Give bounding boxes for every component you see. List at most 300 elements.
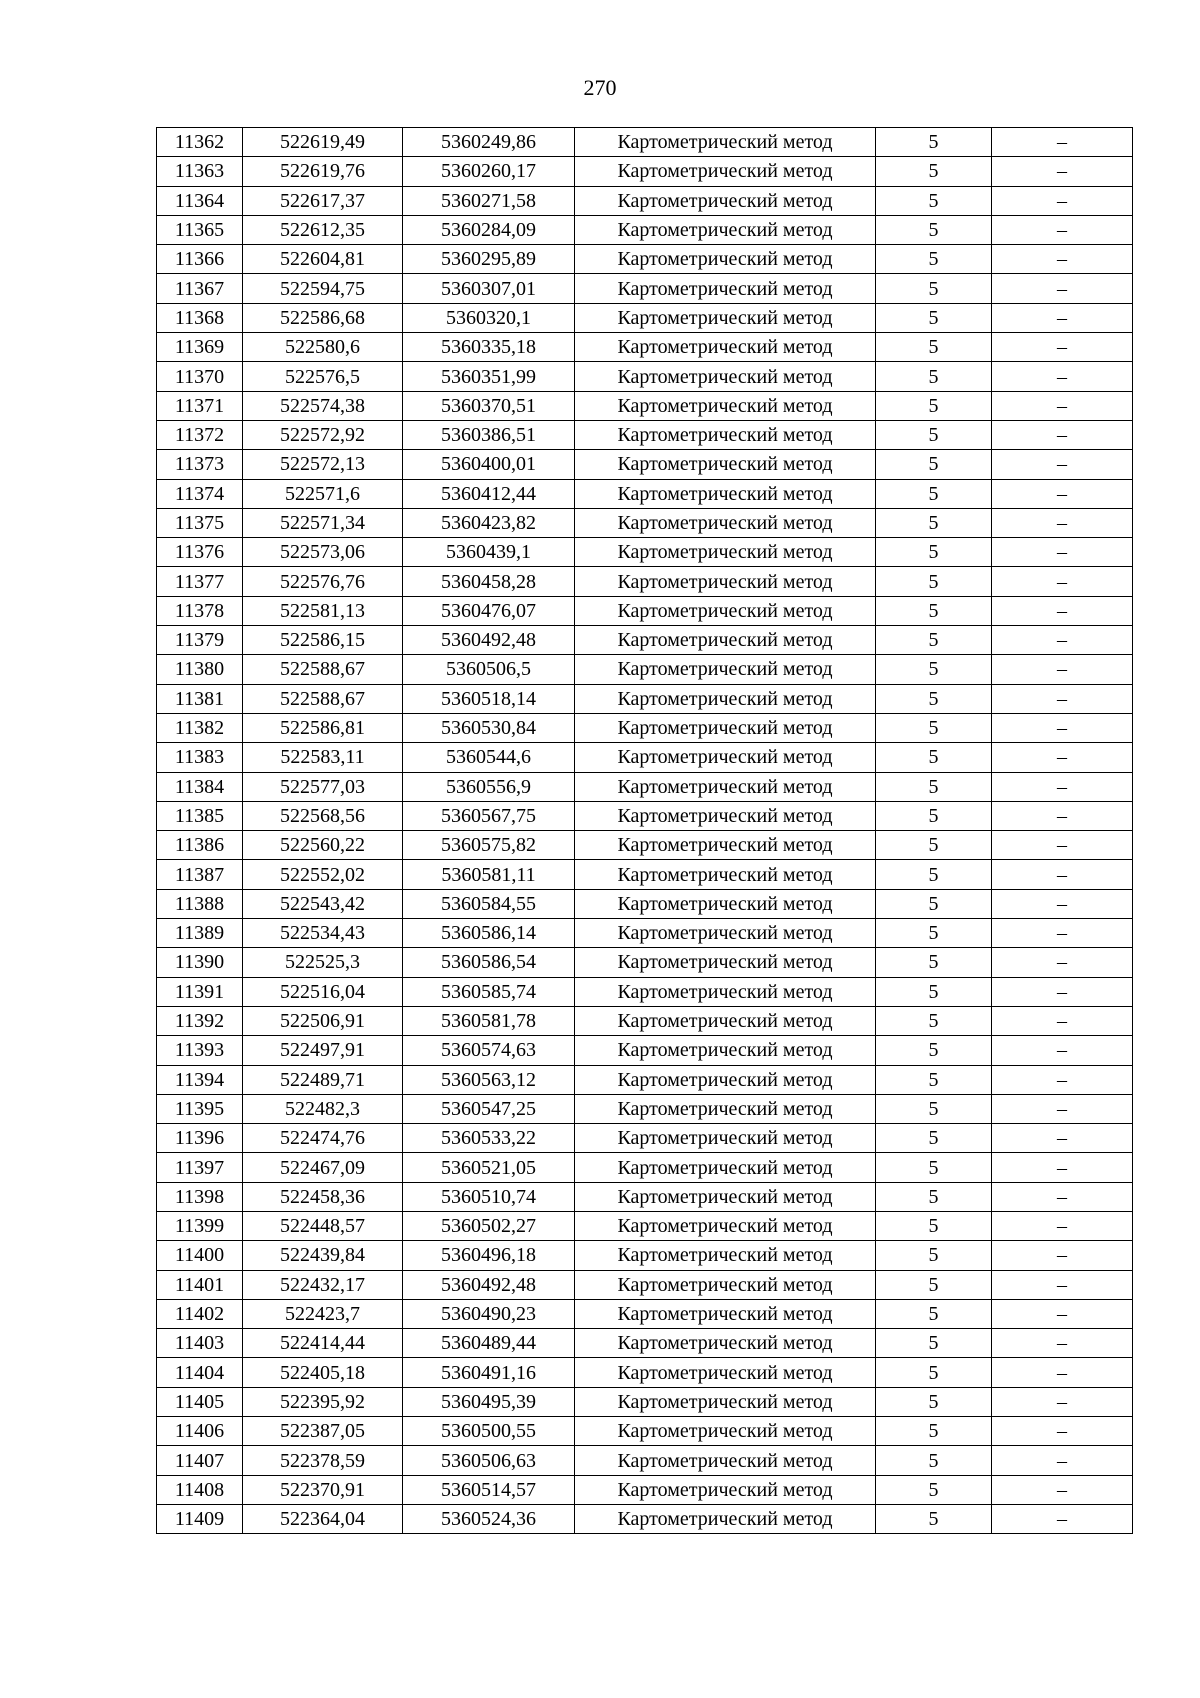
table-row bbox=[157, 860, 1133, 889]
y-coordinate-cell: 5360586,54 bbox=[403, 948, 575, 977]
method-cell: Картометрический метод bbox=[575, 362, 876, 391]
x-coordinate-cell: 522580,6 bbox=[243, 333, 403, 362]
description-cell: – bbox=[992, 538, 1133, 567]
table-row bbox=[157, 977, 1133, 1006]
description-cell: – bbox=[992, 626, 1133, 655]
point-number-cell: 11363 bbox=[157, 157, 243, 186]
point-number-cell: 11386 bbox=[157, 831, 243, 860]
method-cell: Картометрический метод bbox=[575, 1446, 876, 1475]
method-cell: Картометрический метод bbox=[575, 128, 876, 157]
point-number-cell: 11366 bbox=[157, 245, 243, 274]
x-coordinate-cell: 522571,34 bbox=[243, 508, 403, 537]
x-coordinate-cell: 522572,13 bbox=[243, 450, 403, 479]
y-coordinate-cell: 5360284,09 bbox=[403, 215, 575, 244]
method-cell: Картометрический метод bbox=[575, 303, 876, 332]
accuracy-cell: 5 bbox=[876, 538, 992, 567]
table-row bbox=[157, 215, 1133, 244]
y-coordinate-cell: 5360500,55 bbox=[403, 1417, 575, 1446]
x-coordinate-cell: 522576,5 bbox=[243, 362, 403, 391]
x-coordinate-cell: 522525,3 bbox=[243, 948, 403, 977]
method-cell: Картометрический метод bbox=[575, 596, 876, 625]
table-row bbox=[157, 1182, 1133, 1211]
point-number-cell: 11389 bbox=[157, 919, 243, 948]
description-cell: – bbox=[992, 1475, 1133, 1504]
table-row bbox=[157, 772, 1133, 801]
point-number-cell: 11406 bbox=[157, 1417, 243, 1446]
point-number-cell: 11371 bbox=[157, 391, 243, 420]
accuracy-cell: 5 bbox=[876, 567, 992, 596]
description-cell: – bbox=[992, 333, 1133, 362]
description-cell: – bbox=[992, 420, 1133, 449]
point-number-cell: 11367 bbox=[157, 274, 243, 303]
x-coordinate-cell: 522577,03 bbox=[243, 772, 403, 801]
y-coordinate-cell: 5360489,44 bbox=[403, 1329, 575, 1358]
accuracy-cell: 5 bbox=[876, 1094, 992, 1123]
accuracy-cell: 5 bbox=[876, 1329, 992, 1358]
x-coordinate-cell: 522489,71 bbox=[243, 1065, 403, 1094]
x-coordinate-cell: 522588,67 bbox=[243, 655, 403, 684]
description-cell: – bbox=[992, 1446, 1133, 1475]
x-coordinate-cell: 522571,6 bbox=[243, 479, 403, 508]
accuracy-cell: 5 bbox=[876, 333, 992, 362]
accuracy-cell: 5 bbox=[876, 1065, 992, 1094]
y-coordinate-cell: 5360544,6 bbox=[403, 743, 575, 772]
table-row bbox=[157, 245, 1133, 274]
table-row bbox=[157, 743, 1133, 772]
point-number-cell: 11375 bbox=[157, 508, 243, 537]
accuracy-cell: 5 bbox=[876, 713, 992, 742]
accuracy-cell: 5 bbox=[876, 215, 992, 244]
method-cell: Картометрический метод bbox=[575, 860, 876, 889]
x-coordinate-cell: 522370,91 bbox=[243, 1475, 403, 1504]
method-cell: Картометрический метод bbox=[575, 333, 876, 362]
x-coordinate-cell: 522594,75 bbox=[243, 274, 403, 303]
y-coordinate-cell: 5360533,22 bbox=[403, 1124, 575, 1153]
accuracy-cell: 5 bbox=[876, 274, 992, 303]
y-coordinate-cell: 5360249,86 bbox=[403, 128, 575, 157]
accuracy-cell: 5 bbox=[876, 1475, 992, 1504]
x-coordinate-cell: 522572,92 bbox=[243, 420, 403, 449]
accuracy-cell: 5 bbox=[876, 1006, 992, 1035]
accuracy-cell: 5 bbox=[876, 655, 992, 684]
description-cell: – bbox=[992, 1124, 1133, 1153]
table-row bbox=[157, 889, 1133, 918]
accuracy-cell: 5 bbox=[876, 948, 992, 977]
method-cell: Картометрический метод bbox=[575, 1153, 876, 1182]
table-row bbox=[157, 948, 1133, 977]
point-number-cell: 11380 bbox=[157, 655, 243, 684]
y-coordinate-cell: 5360547,25 bbox=[403, 1094, 575, 1123]
point-number-cell: 11393 bbox=[157, 1036, 243, 1065]
table-row bbox=[157, 1446, 1133, 1475]
y-coordinate-cell: 5360492,48 bbox=[403, 1270, 575, 1299]
y-coordinate-cell: 5360351,99 bbox=[403, 362, 575, 391]
accuracy-cell: 5 bbox=[876, 1358, 992, 1387]
method-cell: Картометрический метод bbox=[575, 684, 876, 713]
accuracy-cell: 5 bbox=[876, 362, 992, 391]
x-coordinate-cell: 522581,13 bbox=[243, 596, 403, 625]
x-coordinate-cell: 522482,3 bbox=[243, 1094, 403, 1123]
accuracy-cell: 5 bbox=[876, 1211, 992, 1240]
description-cell: – bbox=[992, 1270, 1133, 1299]
method-cell: Картометрический метод bbox=[575, 508, 876, 537]
y-coordinate-cell: 5360563,12 bbox=[403, 1065, 575, 1094]
accuracy-cell: 5 bbox=[876, 1036, 992, 1065]
point-number-cell: 11362 bbox=[157, 128, 243, 157]
method-cell: Картометрический метод bbox=[575, 1358, 876, 1387]
point-number-cell: 11390 bbox=[157, 948, 243, 977]
x-coordinate-cell: 522552,02 bbox=[243, 860, 403, 889]
point-number-cell: 11382 bbox=[157, 713, 243, 742]
x-coordinate-cell: 522573,06 bbox=[243, 538, 403, 567]
method-cell: Картометрический метод bbox=[575, 713, 876, 742]
description-cell: – bbox=[992, 1358, 1133, 1387]
accuracy-cell: 5 bbox=[876, 1446, 992, 1475]
method-cell: Картометрический метод bbox=[575, 948, 876, 977]
point-number-cell: 11385 bbox=[157, 801, 243, 830]
table-row bbox=[157, 186, 1133, 215]
point-number-cell: 11379 bbox=[157, 626, 243, 655]
y-coordinate-cell: 5360524,36 bbox=[403, 1504, 575, 1533]
description-cell: – bbox=[992, 860, 1133, 889]
method-cell: Картометрический метод bbox=[575, 1124, 876, 1153]
method-cell: Картометрический метод bbox=[575, 1329, 876, 1358]
method-cell: Картометрический метод bbox=[575, 420, 876, 449]
x-coordinate-cell: 522543,42 bbox=[243, 889, 403, 918]
method-cell: Картометрический метод bbox=[575, 1182, 876, 1211]
y-coordinate-cell: 5360585,74 bbox=[403, 977, 575, 1006]
description-cell: – bbox=[992, 303, 1133, 332]
description-cell: – bbox=[992, 1065, 1133, 1094]
method-cell: Картометрический метод bbox=[575, 1475, 876, 1504]
table-row bbox=[157, 1006, 1133, 1035]
x-coordinate-cell: 522364,04 bbox=[243, 1504, 403, 1533]
y-coordinate-cell: 5360521,05 bbox=[403, 1153, 575, 1182]
description-cell: – bbox=[992, 1387, 1133, 1416]
accuracy-cell: 5 bbox=[876, 450, 992, 479]
table-row bbox=[157, 538, 1133, 567]
point-number-cell: 11383 bbox=[157, 743, 243, 772]
y-coordinate-cell: 5360491,16 bbox=[403, 1358, 575, 1387]
x-coordinate-cell: 522448,57 bbox=[243, 1211, 403, 1240]
method-cell: Картометрический метод bbox=[575, 186, 876, 215]
accuracy-cell: 5 bbox=[876, 684, 992, 713]
x-coordinate-cell: 522414,44 bbox=[243, 1329, 403, 1358]
point-number-cell: 11376 bbox=[157, 538, 243, 567]
accuracy-cell: 5 bbox=[876, 831, 992, 860]
description-cell: – bbox=[992, 215, 1133, 244]
method-cell: Картометрический метод bbox=[575, 1065, 876, 1094]
method-cell: Картометрический метод bbox=[575, 889, 876, 918]
description-cell: – bbox=[992, 684, 1133, 713]
point-number-cell: 11402 bbox=[157, 1299, 243, 1328]
table-row bbox=[157, 1124, 1133, 1153]
accuracy-cell: 5 bbox=[876, 1153, 992, 1182]
method-cell: Картометрический метод bbox=[575, 245, 876, 274]
coordinates-table-body bbox=[157, 128, 1133, 1534]
method-cell: Картометрический метод bbox=[575, 567, 876, 596]
point-number-cell: 11399 bbox=[157, 1211, 243, 1240]
y-coordinate-cell: 5360506,63 bbox=[403, 1446, 575, 1475]
method-cell: Картометрический метод bbox=[575, 538, 876, 567]
x-coordinate-cell: 522516,04 bbox=[243, 977, 403, 1006]
point-number-cell: 11408 bbox=[157, 1475, 243, 1504]
point-number-cell: 11364 bbox=[157, 186, 243, 215]
accuracy-cell: 5 bbox=[876, 801, 992, 830]
table-row bbox=[157, 1094, 1133, 1123]
method-cell: Картометрический метод bbox=[575, 1241, 876, 1270]
description-cell: – bbox=[992, 948, 1133, 977]
method-cell: Картометрический метод bbox=[575, 801, 876, 830]
y-coordinate-cell: 5360271,58 bbox=[403, 186, 575, 215]
point-number-cell: 11401 bbox=[157, 1270, 243, 1299]
description-cell: – bbox=[992, 772, 1133, 801]
point-number-cell: 11396 bbox=[157, 1124, 243, 1153]
table-row bbox=[157, 508, 1133, 537]
accuracy-cell: 5 bbox=[876, 772, 992, 801]
x-coordinate-cell: 522432,17 bbox=[243, 1270, 403, 1299]
table-row bbox=[157, 128, 1133, 157]
accuracy-cell: 5 bbox=[876, 1299, 992, 1328]
y-coordinate-cell: 5360506,5 bbox=[403, 655, 575, 684]
method-cell: Картометрический метод bbox=[575, 743, 876, 772]
point-number-cell: 11377 bbox=[157, 567, 243, 596]
method-cell: Картометрический метод bbox=[575, 1504, 876, 1533]
point-number-cell: 11369 bbox=[157, 333, 243, 362]
x-coordinate-cell: 522439,84 bbox=[243, 1241, 403, 1270]
x-coordinate-cell: 522588,67 bbox=[243, 684, 403, 713]
x-coordinate-cell: 522586,15 bbox=[243, 626, 403, 655]
y-coordinate-cell: 5360510,74 bbox=[403, 1182, 575, 1211]
point-number-cell: 11407 bbox=[157, 1446, 243, 1475]
method-cell: Картометрический метод bbox=[575, 1006, 876, 1035]
point-number-cell: 11404 bbox=[157, 1358, 243, 1387]
page-number: 270 bbox=[583, 75, 617, 100]
table-row bbox=[157, 362, 1133, 391]
description-cell: – bbox=[992, 1299, 1133, 1328]
description-cell: – bbox=[992, 362, 1133, 391]
y-coordinate-cell: 5360496,18 bbox=[403, 1241, 575, 1270]
table-row bbox=[157, 801, 1133, 830]
description-cell: – bbox=[992, 391, 1133, 420]
x-coordinate-cell: 522617,37 bbox=[243, 186, 403, 215]
y-coordinate-cell: 5360567,75 bbox=[403, 801, 575, 830]
table-row bbox=[157, 1065, 1133, 1094]
y-coordinate-cell: 5360556,9 bbox=[403, 772, 575, 801]
x-coordinate-cell: 522619,49 bbox=[243, 128, 403, 157]
accuracy-cell: 5 bbox=[876, 508, 992, 537]
point-number-cell: 11395 bbox=[157, 1094, 243, 1123]
table-row bbox=[157, 1358, 1133, 1387]
x-coordinate-cell: 522534,43 bbox=[243, 919, 403, 948]
description-cell: – bbox=[992, 743, 1133, 772]
x-coordinate-cell: 522560,22 bbox=[243, 831, 403, 860]
table-row bbox=[157, 391, 1133, 420]
description-cell: – bbox=[992, 1006, 1133, 1035]
point-number-cell: 11392 bbox=[157, 1006, 243, 1035]
y-coordinate-cell: 5360584,55 bbox=[403, 889, 575, 918]
accuracy-cell: 5 bbox=[876, 157, 992, 186]
x-coordinate-cell: 522497,91 bbox=[243, 1036, 403, 1065]
method-cell: Картометрический метод bbox=[575, 626, 876, 655]
method-cell: Картометрический метод bbox=[575, 157, 876, 186]
description-cell: – bbox=[992, 1211, 1133, 1240]
table-row bbox=[157, 450, 1133, 479]
accuracy-cell: 5 bbox=[876, 919, 992, 948]
table-row bbox=[157, 479, 1133, 508]
y-coordinate-cell: 5360490,23 bbox=[403, 1299, 575, 1328]
method-cell: Картометрический метод bbox=[575, 1270, 876, 1299]
description-cell: – bbox=[992, 1329, 1133, 1358]
point-number-cell: 11387 bbox=[157, 860, 243, 889]
accuracy-cell: 5 bbox=[876, 1182, 992, 1211]
y-coordinate-cell: 5360439,1 bbox=[403, 538, 575, 567]
y-coordinate-cell: 5360370,51 bbox=[403, 391, 575, 420]
method-cell: Картометрический метод bbox=[575, 772, 876, 801]
table-row bbox=[157, 1329, 1133, 1358]
description-cell: – bbox=[992, 245, 1133, 274]
description-cell: – bbox=[992, 1036, 1133, 1065]
method-cell: Картометрический метод bbox=[575, 977, 876, 1006]
x-coordinate-cell: 522583,11 bbox=[243, 743, 403, 772]
accuracy-cell: 5 bbox=[876, 391, 992, 420]
table-row bbox=[157, 420, 1133, 449]
point-number-cell: 11398 bbox=[157, 1182, 243, 1211]
point-number-cell: 11365 bbox=[157, 215, 243, 244]
table-row bbox=[157, 157, 1133, 186]
x-coordinate-cell: 522576,76 bbox=[243, 567, 403, 596]
description-cell: – bbox=[992, 450, 1133, 479]
description-cell: – bbox=[992, 1241, 1133, 1270]
description-cell: – bbox=[992, 567, 1133, 596]
table-row bbox=[157, 713, 1133, 742]
table-row bbox=[157, 1417, 1133, 1446]
table-row bbox=[157, 831, 1133, 860]
accuracy-cell: 5 bbox=[876, 743, 992, 772]
table-row bbox=[157, 1241, 1133, 1270]
table-row bbox=[157, 1504, 1133, 1533]
point-number-cell: 11378 bbox=[157, 596, 243, 625]
accuracy-cell: 5 bbox=[876, 889, 992, 918]
y-coordinate-cell: 5360423,82 bbox=[403, 508, 575, 537]
point-number-cell: 11384 bbox=[157, 772, 243, 801]
y-coordinate-cell: 5360320,1 bbox=[403, 303, 575, 332]
coordinates-table bbox=[156, 127, 1133, 1534]
y-coordinate-cell: 5360412,44 bbox=[403, 479, 575, 508]
accuracy-cell: 5 bbox=[876, 186, 992, 215]
accuracy-cell: 5 bbox=[876, 420, 992, 449]
description-cell: – bbox=[992, 274, 1133, 303]
y-coordinate-cell: 5360518,14 bbox=[403, 684, 575, 713]
y-coordinate-cell: 5360335,18 bbox=[403, 333, 575, 362]
description-cell: – bbox=[992, 713, 1133, 742]
table-row bbox=[157, 1387, 1133, 1416]
description-cell: – bbox=[992, 1417, 1133, 1446]
table-row bbox=[157, 596, 1133, 625]
y-coordinate-cell: 5360581,11 bbox=[403, 860, 575, 889]
description-cell: – bbox=[992, 831, 1133, 860]
table-row bbox=[157, 1475, 1133, 1504]
accuracy-cell: 5 bbox=[876, 1504, 992, 1533]
x-coordinate-cell: 522574,38 bbox=[243, 391, 403, 420]
point-number-cell: 11372 bbox=[157, 420, 243, 449]
description-cell: – bbox=[992, 479, 1133, 508]
description-cell: – bbox=[992, 186, 1133, 215]
x-coordinate-cell: 522387,05 bbox=[243, 1417, 403, 1446]
x-coordinate-cell: 522378,59 bbox=[243, 1446, 403, 1475]
y-coordinate-cell: 5360476,07 bbox=[403, 596, 575, 625]
description-cell: – bbox=[992, 1094, 1133, 1123]
point-number-cell: 11400 bbox=[157, 1241, 243, 1270]
y-coordinate-cell: 5360386,51 bbox=[403, 420, 575, 449]
description-cell: – bbox=[992, 1182, 1133, 1211]
description-cell: – bbox=[992, 596, 1133, 625]
x-coordinate-cell: 522423,7 bbox=[243, 1299, 403, 1328]
x-coordinate-cell: 522474,76 bbox=[243, 1124, 403, 1153]
accuracy-cell: 5 bbox=[876, 1270, 992, 1299]
table-row bbox=[157, 919, 1133, 948]
method-cell: Картометрический метод bbox=[575, 831, 876, 860]
table-row bbox=[157, 626, 1133, 655]
table-row bbox=[157, 1036, 1133, 1065]
y-coordinate-cell: 5360458,28 bbox=[403, 567, 575, 596]
y-coordinate-cell: 5360295,89 bbox=[403, 245, 575, 274]
accuracy-cell: 5 bbox=[876, 596, 992, 625]
y-coordinate-cell: 5360575,82 bbox=[403, 831, 575, 860]
description-cell: – bbox=[992, 889, 1133, 918]
description-cell: – bbox=[992, 157, 1133, 186]
table-row bbox=[157, 303, 1133, 332]
method-cell: Картометрический метод bbox=[575, 215, 876, 244]
point-number-cell: 11405 bbox=[157, 1387, 243, 1416]
table-row bbox=[157, 1211, 1133, 1240]
x-coordinate-cell: 522467,09 bbox=[243, 1153, 403, 1182]
point-number-cell: 11368 bbox=[157, 303, 243, 332]
y-coordinate-cell: 5360574,63 bbox=[403, 1036, 575, 1065]
accuracy-cell: 5 bbox=[876, 245, 992, 274]
method-cell: Картометрический метод bbox=[575, 919, 876, 948]
point-number-cell: 11373 bbox=[157, 450, 243, 479]
y-coordinate-cell: 5360530,84 bbox=[403, 713, 575, 742]
accuracy-cell: 5 bbox=[876, 303, 992, 332]
description-cell: – bbox=[992, 128, 1133, 157]
x-coordinate-cell: 522395,92 bbox=[243, 1387, 403, 1416]
method-cell: Картометрический метод bbox=[575, 1094, 876, 1123]
table-row bbox=[157, 567, 1133, 596]
method-cell: Картометрический метод bbox=[575, 479, 876, 508]
table-row bbox=[157, 274, 1133, 303]
y-coordinate-cell: 5360400,01 bbox=[403, 450, 575, 479]
point-number-cell: 11388 bbox=[157, 889, 243, 918]
point-number-cell: 11381 bbox=[157, 684, 243, 713]
accuracy-cell: 5 bbox=[876, 1241, 992, 1270]
y-coordinate-cell: 5360307,01 bbox=[403, 274, 575, 303]
accuracy-cell: 5 bbox=[876, 860, 992, 889]
accuracy-cell: 5 bbox=[876, 1124, 992, 1153]
method-cell: Картометрический метод bbox=[575, 655, 876, 684]
accuracy-cell: 5 bbox=[876, 128, 992, 157]
accuracy-cell: 5 bbox=[876, 977, 992, 1006]
method-cell: Картометрический метод bbox=[575, 1387, 876, 1416]
table-row bbox=[157, 1299, 1133, 1328]
y-coordinate-cell: 5360514,57 bbox=[403, 1475, 575, 1504]
point-number-cell: 11374 bbox=[157, 479, 243, 508]
x-coordinate-cell: 522612,35 bbox=[243, 215, 403, 244]
y-coordinate-cell: 5360492,48 bbox=[403, 626, 575, 655]
x-coordinate-cell: 522458,36 bbox=[243, 1182, 403, 1211]
method-cell: Картометрический метод bbox=[575, 1211, 876, 1240]
description-cell: – bbox=[992, 801, 1133, 830]
